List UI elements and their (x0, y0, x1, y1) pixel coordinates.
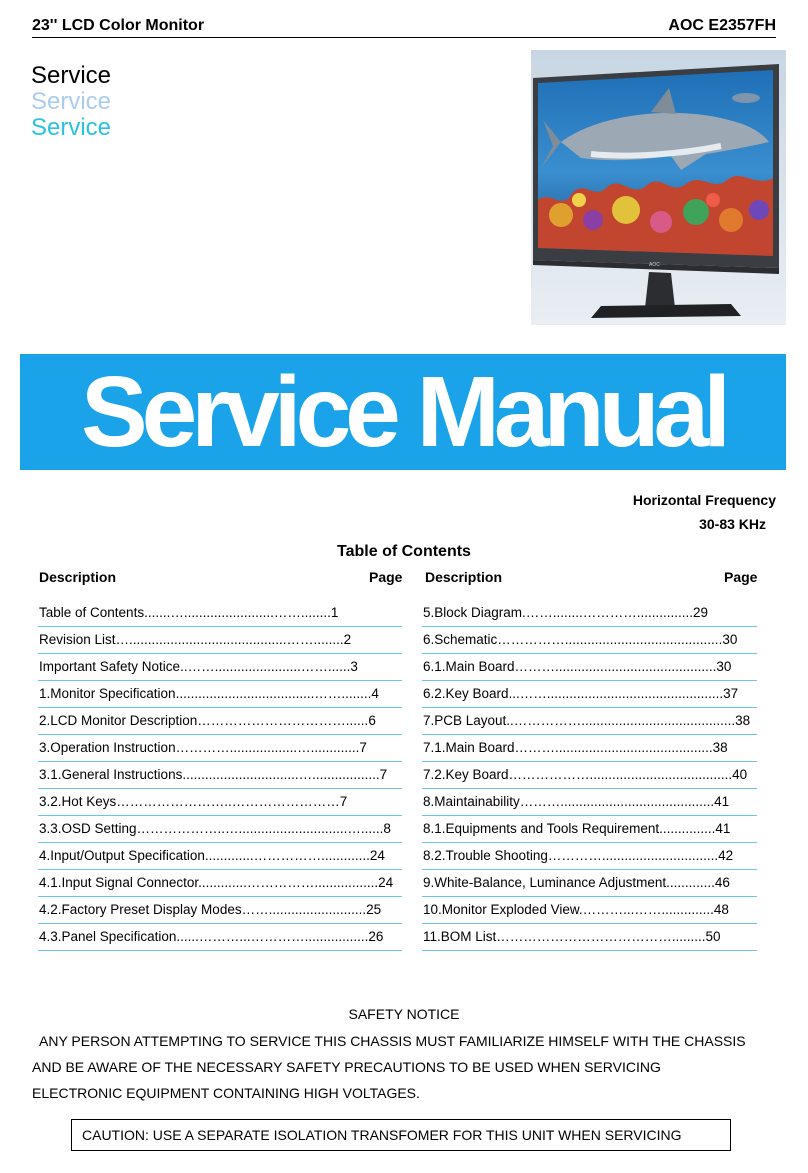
service-word-black: Service (31, 62, 112, 89)
safety-notice-line: ANY PERSON ATTEMPTING TO SERVICE THIS CHASSIS MUST FAMILIARIZE HIMSELF WITH THE CHASSIS (32, 1033, 746, 1049)
monitor-product-photo (531, 50, 786, 325)
toc-entry[interactable] (38, 843, 402, 870)
service-manual-banner (20, 354, 786, 470)
toc-entry-text: 3.1.General Instructions...............................…..................7 (39, 767, 388, 782)
doc-header-title: 23'' LCD Color Monitor (32, 17, 205, 34)
safety-notice-line: ELECTRONIC EQUIPMENT CONTAINING HIGH VOLTAGES. (32, 1085, 420, 1101)
toc-entry-text: Table of Contents.......…........................……........1 (39, 605, 339, 620)
toc-right-page-header: Page (724, 569, 758, 585)
toc-entry[interactable] (422, 600, 757, 627)
toc-left-page-header: Page (369, 569, 403, 585)
toc-entry[interactable] (38, 816, 402, 843)
toc-entry[interactable] (422, 627, 757, 654)
toc-entry-text: 7.2.Key Board………………......................................40 (423, 767, 748, 782)
toc-entry-text: 3.Operation Instruction…………..................….............7 (39, 740, 367, 755)
toc-entry[interactable] (38, 627, 402, 654)
toc-entry[interactable] (422, 843, 757, 870)
safety-notice-title: SAFETY NOTICE (348, 1006, 460, 1022)
toc-entry-text: 8.2.Trouble Shooting…………...............................42 (423, 848, 734, 863)
toc-entry[interactable] (422, 816, 757, 843)
service-word-cyan: Service (31, 114, 112, 141)
toc-entry-text: 11.BOM List………………………………….........50 (423, 929, 721, 944)
horizontal-frequency-value: 30-83 KHz (699, 516, 766, 532)
toc-entry[interactable] (422, 735, 757, 762)
toc-entry-text: 8.1.Equipments and Tools Requirement...............41 (423, 821, 731, 836)
toc-entry-text: 2.LCD Monitor Description……………………………......6 (39, 713, 376, 728)
toc-entry[interactable] (422, 897, 757, 924)
toc-entry[interactable] (38, 897, 402, 924)
service-word-light-blue: Service (31, 88, 112, 115)
toc-title: Table of Contents (337, 543, 471, 560)
toc-entry[interactable] (38, 654, 402, 681)
toc-entry-text: 4.3.Panel Specification......………...………….................26 (39, 929, 384, 944)
toc-entry[interactable] (422, 681, 757, 708)
toc-entry[interactable] (38, 762, 402, 789)
doc-header-model: AOC E2357FH (668, 17, 776, 34)
toc-entry[interactable] (422, 789, 757, 816)
monitor-illustration (531, 50, 786, 325)
toc-right-description-header: Description (425, 569, 503, 585)
toc-entry-text: 6.Schematic……………..........................................30 (423, 632, 738, 647)
toc-entry-text: 3.2.Hot Keys……………………..……………………7 (39, 794, 348, 809)
toc-entry[interactable] (38, 708, 402, 735)
toc-entry[interactable] (422, 708, 757, 735)
toc-entry-text: 6.2.Key Board...……...............................................37 (423, 686, 739, 701)
toc-entry-text: 7.1.Main Board………..........................................38 (423, 740, 728, 755)
safety-notice-line: AND BE AWARE OF THE NECESSARY SAFETY PRECAUTIONS TO BE USED WHEN SERVICING (32, 1059, 661, 1075)
toc-entry-text: 1.Monitor Specification.....................................……........4 (39, 686, 379, 701)
toc-left-column (38, 600, 402, 951)
toc-entry[interactable] (38, 924, 402, 951)
toc-entry[interactable] (38, 870, 402, 897)
toc-entry[interactable] (38, 735, 402, 762)
toc-right-column (422, 600, 757, 951)
toc-entry-text: 4.Input/Output Specification.............…………….............24 (39, 848, 385, 863)
toc-entry[interactable] (38, 600, 402, 627)
banner-title: Service Manual (80, 356, 726, 468)
toc-entry[interactable] (38, 789, 402, 816)
toc-entry[interactable] (422, 762, 757, 789)
toc-entry[interactable] (422, 924, 757, 951)
horizontal-frequency-label: Horizontal Frequency (632, 492, 776, 508)
toc-entry-text: 8.Maintainability……….........................................41 (423, 794, 730, 809)
toc-entry-text: 4.1.Input Signal Connector.............…………….................24 (39, 875, 394, 890)
toc-entry-text: 4.2.Factory Preset Display Modes……..........................25 (39, 902, 382, 917)
toc-left-description-header: Description (39, 569, 117, 585)
caution-box: CAUTION: USE A SEPARATE ISOLATION TRANSFOMER FOR THIS UNIT WHEN SERVICING (71, 1119, 731, 1151)
toc-entry-text: 5.Block Diagram.……........…………...............29 (423, 605, 709, 620)
toc-entry[interactable] (38, 681, 402, 708)
toc-entry[interactable] (422, 870, 757, 897)
toc-entry-text: 9.White-Balance, Luminance Adjustment.............46 (423, 875, 730, 890)
toc-entry-text: 10.Monitor Exploded View.………...……..............48 (423, 902, 729, 917)
toc-entry-text: 7.PCB Layout..…………….........................................38 (423, 713, 751, 728)
toc-entry-text: 3.3.OSD Setting………………..….............................…......8 (39, 821, 391, 836)
toc-entry-text: Important Safety Notice..…….......................……......3 (39, 659, 358, 674)
toc-entry[interactable] (422, 654, 757, 681)
monitor-brand-logo: AOC (649, 262, 660, 268)
toc-entry-text: 6.1.Main Board………...........................................30 (423, 659, 732, 674)
toc-entry-text: Revision List…..........................................……........2 (39, 632, 352, 647)
header-divider (32, 37, 776, 38)
